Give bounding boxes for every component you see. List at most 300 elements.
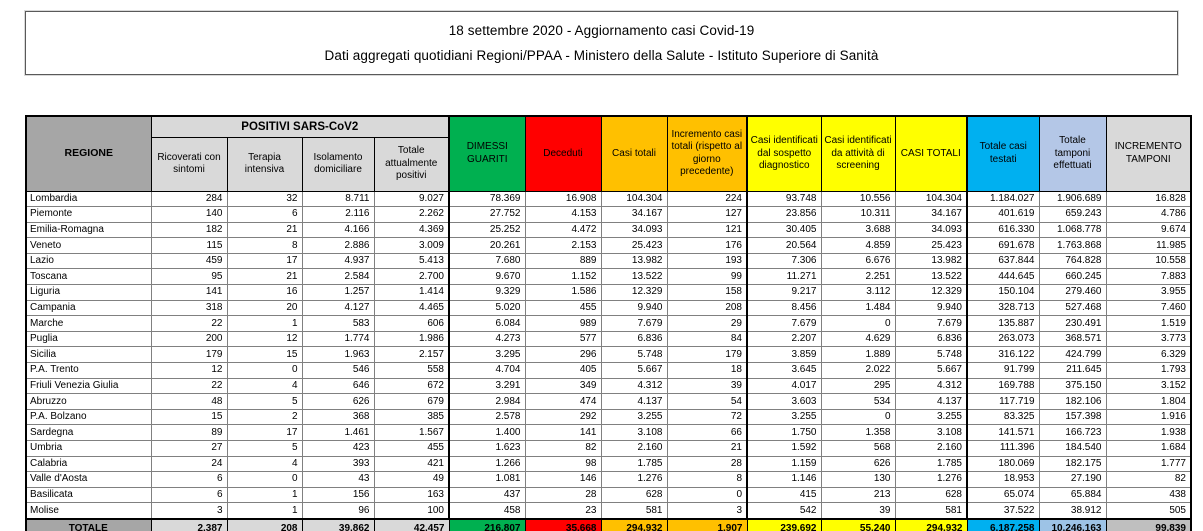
value-cell: 7.679 <box>895 316 967 332</box>
value-cell: 141 <box>151 285 227 301</box>
value-cell: 9.674 <box>1106 222 1191 238</box>
value-cell: 368 <box>302 409 374 425</box>
value-cell: 25.423 <box>895 238 967 254</box>
value-cell: 4.153 <box>525 207 601 223</box>
value-cell: 115 <box>151 238 227 254</box>
header-casi-sospetto-diagnostico: Casi identificati dal sospetto diagnostico <box>747 116 821 191</box>
value-cell: 1.081 <box>449 472 525 488</box>
value-cell: 184.540 <box>1039 441 1106 457</box>
value-cell: 104.304 <box>601 191 667 207</box>
header-positivi-group: POSITIVI SARS-CoV2 <box>151 116 449 137</box>
value-cell: 2.207 <box>747 331 821 347</box>
value-cell: 13.522 <box>895 269 967 285</box>
region-name-cell: Friuli Venezia Giulia <box>26 378 151 394</box>
value-cell: 4.312 <box>895 378 967 394</box>
value-cell: 2.584 <box>302 269 374 285</box>
value-cell: 577 <box>525 331 601 347</box>
value-cell: 96 <box>302 503 374 519</box>
region-name-cell: Lazio <box>26 253 151 269</box>
value-cell: 5 <box>227 394 302 410</box>
value-cell: 4.859 <box>821 238 895 254</box>
value-cell: 3.108 <box>601 425 667 441</box>
value-cell: 328.713 <box>967 300 1039 316</box>
value-cell: 1.414 <box>374 285 449 301</box>
value-cell: 23 <box>525 503 601 519</box>
value-cell: 1.068.778 <box>1039 222 1106 238</box>
value-cell: 2.157 <box>374 347 449 363</box>
value-cell: 5.413 <box>374 253 449 269</box>
value-cell: 4 <box>227 456 302 472</box>
value-cell: 3.688 <box>821 222 895 238</box>
value-cell: 1.785 <box>895 456 967 472</box>
table-row <box>26 300 1191 316</box>
value-cell: 1.184.027 <box>967 191 1039 207</box>
table-row <box>26 316 1191 332</box>
value-cell: 6 <box>227 207 302 223</box>
value-cell: 458 <box>449 503 525 519</box>
value-cell: 889 <box>525 253 601 269</box>
value-cell: 2.160 <box>601 441 667 457</box>
totale-value-cell: 10.246.163 <box>1039 519 1106 531</box>
totale-value-cell: 35.668 <box>525 519 601 531</box>
value-cell: 6.329 <box>1106 347 1191 363</box>
totale-value-cell: 6.187.258 <box>967 519 1039 531</box>
table-row <box>26 456 1191 472</box>
region-name-cell: Puglia <box>26 331 151 347</box>
value-cell: 1.774 <box>302 331 374 347</box>
value-cell: 4.937 <box>302 253 374 269</box>
value-cell: 3 <box>667 503 747 519</box>
value-cell: 18.953 <box>967 472 1039 488</box>
value-cell: 637.844 <box>967 253 1039 269</box>
value-cell: 1.159 <box>747 456 821 472</box>
value-cell: 1.257 <box>302 285 374 301</box>
value-cell: 0 <box>667 487 747 503</box>
value-cell: 3.255 <box>601 409 667 425</box>
value-cell: 18 <box>667 363 747 379</box>
value-cell: 505 <box>1106 503 1191 519</box>
value-cell: 3.955 <box>1106 285 1191 301</box>
value-cell: 15 <box>151 409 227 425</box>
value-cell: 3.255 <box>895 409 967 425</box>
table-row <box>26 269 1191 285</box>
value-cell: 54 <box>667 394 747 410</box>
totale-value-cell: 294.932 <box>895 519 967 531</box>
value-cell: 22 <box>151 378 227 394</box>
totale-value-cell: 99.839 <box>1106 519 1191 531</box>
value-cell: 279.460 <box>1039 285 1106 301</box>
report-title-line2: Dati aggregati quotidiani Regioni/PPAA - Ministero della Salute - Istituto Superiore di Sanità <box>324 47 879 63</box>
value-cell: 66 <box>667 425 747 441</box>
value-cell: 527.468 <box>1039 300 1106 316</box>
value-cell: 455 <box>374 441 449 457</box>
value-cell: 100 <box>374 503 449 519</box>
value-cell: 117.719 <box>967 394 1039 410</box>
value-cell: 4.273 <box>449 331 525 347</box>
value-cell: 157.398 <box>1039 409 1106 425</box>
value-cell: 8.711 <box>302 191 374 207</box>
value-cell: 1 <box>227 487 302 503</box>
value-cell: 5.667 <box>601 363 667 379</box>
value-cell: 368.571 <box>1039 331 1106 347</box>
header-incremento-casi-totali: Incremento casi totali (rispetto al giorno precedente) <box>667 116 747 191</box>
table-row <box>26 472 1191 488</box>
value-cell: 1.623 <box>449 441 525 457</box>
value-cell: 211.645 <box>1039 363 1106 379</box>
value-cell: 78.369 <box>449 191 525 207</box>
table-row <box>26 222 1191 238</box>
covid-data-table-wrap <box>25 115 1192 531</box>
value-cell: 0 <box>821 409 895 425</box>
value-cell: 7.680 <box>449 253 525 269</box>
value-cell: 1.763.868 <box>1039 238 1106 254</box>
header-deceduti: Deceduti <box>525 116 601 191</box>
value-cell: 474 <box>525 394 601 410</box>
value-cell: 25.423 <box>601 238 667 254</box>
value-cell: 4.127 <box>302 300 374 316</box>
value-cell: 176 <box>667 238 747 254</box>
table-row <box>26 207 1191 223</box>
value-cell: 4.465 <box>374 300 449 316</box>
value-cell: 34.093 <box>601 222 667 238</box>
header-totale-casi-testati: Totale casi testati <box>967 116 1039 191</box>
value-cell: 3.152 <box>1106 378 1191 394</box>
value-cell: 24 <box>151 456 227 472</box>
value-cell: 9.217 <box>747 285 821 301</box>
value-cell: 8 <box>227 238 302 254</box>
value-cell: 49 <box>374 472 449 488</box>
table-body <box>26 191 1191 531</box>
value-cell: 39 <box>667 378 747 394</box>
value-cell: 546 <box>302 363 374 379</box>
value-cell: 3.773 <box>1106 331 1191 347</box>
value-cell: 1.461 <box>302 425 374 441</box>
value-cell: 1.804 <box>1106 394 1191 410</box>
value-cell: 34.167 <box>601 207 667 223</box>
value-cell: 1 <box>227 503 302 519</box>
value-cell: 193 <box>667 253 747 269</box>
value-cell: 27 <box>151 441 227 457</box>
value-cell: 179 <box>667 347 747 363</box>
table-row <box>26 409 1191 425</box>
value-cell: 2.984 <box>449 394 525 410</box>
value-cell: 9.027 <box>374 191 449 207</box>
value-cell: 316.122 <box>967 347 1039 363</box>
value-cell: 20.564 <box>747 238 821 254</box>
value-cell: 34.167 <box>895 207 967 223</box>
value-cell: 89 <box>151 425 227 441</box>
region-name-cell: Basilicata <box>26 487 151 503</box>
value-cell: 455 <box>525 300 601 316</box>
value-cell: 0 <box>227 363 302 379</box>
report-title-line1: 18 settembre 2020 - Aggiornamento casi Covid-19 <box>448 22 755 38</box>
value-cell: 23.856 <box>747 207 821 223</box>
value-cell: 5.020 <box>449 300 525 316</box>
value-cell: 141 <box>525 425 601 441</box>
header-casi-totali: Casi totali <box>601 116 667 191</box>
value-cell: 423 <box>302 441 374 457</box>
value-cell: 7.883 <box>1106 269 1191 285</box>
report-title-box <box>25 11 1178 75</box>
value-cell: 140 <box>151 207 227 223</box>
value-cell: 4 <box>227 378 302 394</box>
region-name-cell: Lombardia <box>26 191 151 207</box>
region-name-cell: Valle d'Aosta <box>26 472 151 488</box>
region-name-cell: Campania <box>26 300 151 316</box>
value-cell: 393 <box>302 456 374 472</box>
value-cell: 3.603 <box>747 394 821 410</box>
value-cell: 1.276 <box>895 472 967 488</box>
value-cell: 150.104 <box>967 285 1039 301</box>
table-row <box>26 191 1191 207</box>
value-cell: 1.793 <box>1106 363 1191 379</box>
value-cell: 37.522 <box>967 503 1039 519</box>
value-cell: 10.311 <box>821 207 895 223</box>
value-cell: 646 <box>302 378 374 394</box>
value-cell: 91.799 <box>967 363 1039 379</box>
value-cell: 141.571 <box>967 425 1039 441</box>
value-cell: 1.146 <box>747 472 821 488</box>
value-cell: 224 <box>667 191 747 207</box>
region-name-cell: Calabria <box>26 456 151 472</box>
value-cell: 1.986 <box>374 331 449 347</box>
table-row <box>26 285 1191 301</box>
value-cell: 7.306 <box>747 253 821 269</box>
value-cell: 1.519 <box>1106 316 1191 332</box>
totale-value-cell: 39.862 <box>302 519 374 531</box>
value-cell: 166.723 <box>1039 425 1106 441</box>
totale-value-cell: 1.907 <box>667 519 747 531</box>
value-cell: 84 <box>667 331 747 347</box>
value-cell: 48 <box>151 394 227 410</box>
value-cell: 208 <box>667 300 747 316</box>
value-cell: 5 <box>227 441 302 457</box>
value-cell: 0 <box>227 472 302 488</box>
value-cell: 82 <box>1106 472 1191 488</box>
header-totale-tamponi: Totale tamponi effettuati <box>1039 116 1106 191</box>
value-cell: 146 <box>525 472 601 488</box>
value-cell: 558 <box>374 363 449 379</box>
value-cell: 583 <box>302 316 374 332</box>
value-cell: 98 <box>525 456 601 472</box>
value-cell: 12.329 <box>601 285 667 301</box>
value-cell: 99 <box>667 269 747 285</box>
value-cell: 1.777 <box>1106 456 1191 472</box>
value-cell: 25.252 <box>449 222 525 238</box>
value-cell: 679 <box>374 394 449 410</box>
value-cell: 5.667 <box>895 363 967 379</box>
totale-value-cell: 208 <box>227 519 302 531</box>
value-cell: 10.556 <box>821 191 895 207</box>
value-cell: 2.160 <box>895 441 967 457</box>
value-cell: 6.676 <box>821 253 895 269</box>
value-cell: 8.456 <box>747 300 821 316</box>
value-cell: 21 <box>667 441 747 457</box>
value-cell: 616.330 <box>967 222 1039 238</box>
value-cell: 1.152 <box>525 269 601 285</box>
value-cell: 16 <box>227 285 302 301</box>
value-cell: 5.748 <box>895 347 967 363</box>
value-cell: 13.982 <box>895 253 967 269</box>
value-cell: 3.645 <box>747 363 821 379</box>
value-cell: 284 <box>151 191 227 207</box>
value-cell: 3.291 <box>449 378 525 394</box>
value-cell: 20 <box>227 300 302 316</box>
value-cell: 29 <box>667 316 747 332</box>
value-cell: 437 <box>449 487 525 503</box>
value-cell: 534 <box>821 394 895 410</box>
value-cell: 20.261 <box>449 238 525 254</box>
value-cell: 32 <box>227 191 302 207</box>
value-cell: 581 <box>895 503 967 519</box>
region-name-cell: Molise <box>26 503 151 519</box>
value-cell: 2.251 <box>821 269 895 285</box>
value-cell: 4.369 <box>374 222 449 238</box>
value-cell: 626 <box>821 456 895 472</box>
header-incremento-tamponi: INCREMENTO TAMPONI <box>1106 116 1191 191</box>
header-terapia-intensiva: Terapia intensiva <box>227 137 302 191</box>
totale-value-cell: 216.807 <box>449 519 525 531</box>
value-cell: 4.137 <box>601 394 667 410</box>
value-cell: 2.153 <box>525 238 601 254</box>
value-cell: 3.295 <box>449 347 525 363</box>
table-row <box>26 238 1191 254</box>
value-cell: 2 <box>227 409 302 425</box>
header-ricoverati-con-sintomi: Ricoverati con sintomi <box>151 137 227 191</box>
value-cell: 568 <box>821 441 895 457</box>
value-cell: 10.558 <box>1106 253 1191 269</box>
value-cell: 1 <box>227 316 302 332</box>
value-cell: 263.073 <box>967 331 1039 347</box>
value-cell: 1.938 <box>1106 425 1191 441</box>
region-name-cell: Emilia-Romagna <box>26 222 151 238</box>
value-cell: 182.106 <box>1039 394 1106 410</box>
table-row <box>26 363 1191 379</box>
header-isolamento-domiciliare: Isolamento domiciliare <box>302 137 374 191</box>
value-cell: 38.912 <box>1039 503 1106 519</box>
region-name-cell: P.A. Trento <box>26 363 151 379</box>
value-cell: 628 <box>895 487 967 503</box>
value-cell: 127 <box>667 207 747 223</box>
value-cell: 295 <box>821 378 895 394</box>
value-cell: 1.358 <box>821 425 895 441</box>
value-cell: 135.887 <box>967 316 1039 332</box>
value-cell: 292 <box>525 409 601 425</box>
value-cell: 180.069 <box>967 456 1039 472</box>
table-header <box>26 116 1191 191</box>
value-cell: 27.752 <box>449 207 525 223</box>
value-cell: 17 <box>227 425 302 441</box>
value-cell: 4.786 <box>1106 207 1191 223</box>
value-cell: 7.679 <box>601 316 667 332</box>
value-cell: 626 <box>302 394 374 410</box>
value-cell: 182.175 <box>1039 456 1106 472</box>
value-cell: 764.828 <box>1039 253 1106 269</box>
region-name-cell: Toscana <box>26 269 151 285</box>
value-cell: 459 <box>151 253 227 269</box>
value-cell: 65.074 <box>967 487 1039 503</box>
value-cell: 4.704 <box>449 363 525 379</box>
value-cell: 83.325 <box>967 409 1039 425</box>
value-cell: 0 <box>821 316 895 332</box>
value-cell: 1.906.689 <box>1039 191 1106 207</box>
value-cell: 30.405 <box>747 222 821 238</box>
totale-row <box>26 519 1191 531</box>
value-cell: 401.619 <box>967 207 1039 223</box>
value-cell: 421 <box>374 456 449 472</box>
region-name-cell: Piemonte <box>26 207 151 223</box>
value-cell: 7.679 <box>747 316 821 332</box>
value-cell: 2.022 <box>821 363 895 379</box>
value-cell: 34.093 <box>895 222 967 238</box>
totale-value-cell: 239.692 <box>747 519 821 531</box>
value-cell: 6.836 <box>895 331 967 347</box>
header-dimessi-guariti: DIMESSI GUARITI <box>449 116 525 191</box>
region-name-cell: Liguria <box>26 285 151 301</box>
value-cell: 1.586 <box>525 285 601 301</box>
value-cell: 6.084 <box>449 316 525 332</box>
totale-value-cell: 294.932 <box>601 519 667 531</box>
region-name-cell: Sardegna <box>26 425 151 441</box>
value-cell: 438 <box>1106 487 1191 503</box>
header-totale-attualmente-positivi: Totale attualmente positivi <box>374 137 449 191</box>
value-cell: 2.116 <box>302 207 374 223</box>
value-cell: 415 <box>747 487 821 503</box>
value-cell: 12 <box>151 363 227 379</box>
value-cell: 111.396 <box>967 441 1039 457</box>
table-row <box>26 394 1191 410</box>
value-cell: 130 <box>821 472 895 488</box>
value-cell: 169.788 <box>967 378 1039 394</box>
value-cell: 4.017 <box>747 378 821 394</box>
value-cell: 65.884 <box>1039 487 1106 503</box>
value-cell: 606 <box>374 316 449 332</box>
value-cell: 660.245 <box>1039 269 1106 285</box>
value-cell: 581 <box>601 503 667 519</box>
value-cell: 121 <box>667 222 747 238</box>
value-cell: 4.166 <box>302 222 374 238</box>
table-row <box>26 503 1191 519</box>
value-cell: 3.112 <box>821 285 895 301</box>
value-cell: 12 <box>227 331 302 347</box>
table-row <box>26 425 1191 441</box>
value-cell: 375.150 <box>1039 378 1106 394</box>
value-cell: 15 <box>227 347 302 363</box>
value-cell: 43 <box>302 472 374 488</box>
region-name-cell: Veneto <box>26 238 151 254</box>
region-name-cell: Sicilia <box>26 347 151 363</box>
value-cell: 296 <box>525 347 601 363</box>
value-cell: 13.982 <box>601 253 667 269</box>
value-cell: 21 <box>227 222 302 238</box>
table-row <box>26 487 1191 503</box>
region-name-cell: Marche <box>26 316 151 332</box>
value-cell: 230.491 <box>1039 316 1106 332</box>
value-cell: 163 <box>374 487 449 503</box>
value-cell: 5.748 <box>601 347 667 363</box>
value-cell: 1.266 <box>449 456 525 472</box>
value-cell: 424.799 <box>1039 347 1106 363</box>
value-cell: 1.400 <box>449 425 525 441</box>
value-cell: 9.670 <box>449 269 525 285</box>
value-cell: 1.592 <box>747 441 821 457</box>
value-cell: 8 <box>667 472 747 488</box>
value-cell: 11.985 <box>1106 238 1191 254</box>
value-cell: 6 <box>151 487 227 503</box>
table-row <box>26 331 1191 347</box>
value-cell: 21 <box>227 269 302 285</box>
value-cell: 27.190 <box>1039 472 1106 488</box>
